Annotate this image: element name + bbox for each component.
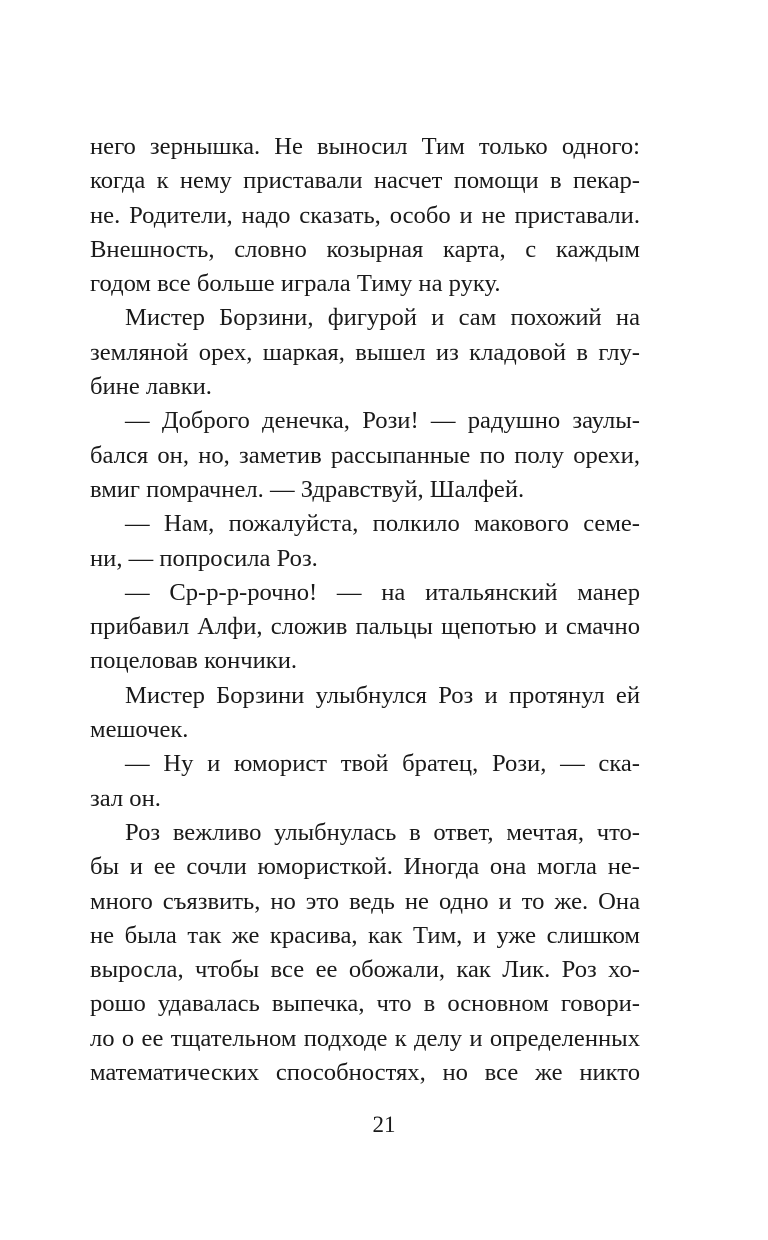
paragraph	[90, 576, 640, 679]
text-line: не. Родители, надо сказать, особо и не приставали.	[90, 201, 640, 229]
text-line: рошо удавалась выпечка, что в основном говори-	[90, 990, 640, 1018]
paragraph	[90, 301, 640, 404]
text-line: Роз вежливо улыбнулась в ответ, мечтая, что-	[125, 818, 640, 846]
text-line: вмиг помрачнел. — Здравствуй, Шалфей.	[90, 475, 525, 503]
paragraph	[90, 679, 640, 748]
text-line: выросла, чтобы все ее обожали, как Лик. Роз хо-	[90, 956, 640, 984]
text-line: мешочек.	[90, 716, 189, 744]
text-line: поцеловав кончики.	[90, 647, 298, 675]
paragraph	[90, 747, 640, 816]
text-line: земляной орех, шаркая, вышел из кладовой в глу-	[90, 338, 640, 366]
text-line: бы и ее сочли юмористкой. Иногда она могла не-	[90, 853, 640, 881]
text-line: годом все больше играла Тиму на руку.	[90, 270, 501, 298]
text-line: — Доброго денечка, Рози! — радушно заулы-	[125, 407, 640, 435]
paragraph	[90, 130, 640, 301]
paragraph	[90, 507, 640, 576]
text-line: прибавил Алфи, сложив пальцы щепотью и смачно	[90, 613, 640, 641]
text-line: много съязвить, но это ведь не одно и то же. Она	[90, 887, 640, 915]
text-line: когда к нему приставали насчет помощи в пекар-	[90, 167, 640, 195]
text-line: — Ср-р-р-рочно! — на итальянский манер	[125, 578, 640, 606]
paragraph	[90, 404, 640, 507]
text-line: ни, — попросила Роз.	[90, 544, 318, 572]
text-line: бался он, но, заметив рассыпанные по полу орехи,	[90, 441, 640, 469]
text-line: — Ну и юморист твой братец, Рози, — ска-	[125, 750, 640, 778]
text-line: ло о ее тщательном подходе к делу и определенных	[90, 1024, 640, 1052]
text-line: бине лавки.	[90, 373, 212, 401]
text-line: не была так же красива, как Тим, и уже слишком	[90, 921, 640, 949]
paragraph	[90, 816, 640, 1090]
body-text	[90, 130, 640, 1090]
text-line: Внешность, словно козырная карта, с каждым	[90, 235, 640, 263]
text-line: Мистер Борзини улыбнулся Роз и протянул ей	[125, 681, 640, 709]
text-line: него зернышка. Не выносил Тим только одного:	[90, 133, 640, 160]
text-line: математических способностях, но все же никто	[90, 1059, 640, 1087]
text-line: Мистер Борзини, фигурой и сам похожий на	[125, 304, 640, 332]
text-line: зал он.	[90, 784, 161, 812]
page-number: 21	[372, 1112, 396, 1137]
text-line: — Нам, пожалуйста, полкило макового семе-	[125, 510, 640, 538]
